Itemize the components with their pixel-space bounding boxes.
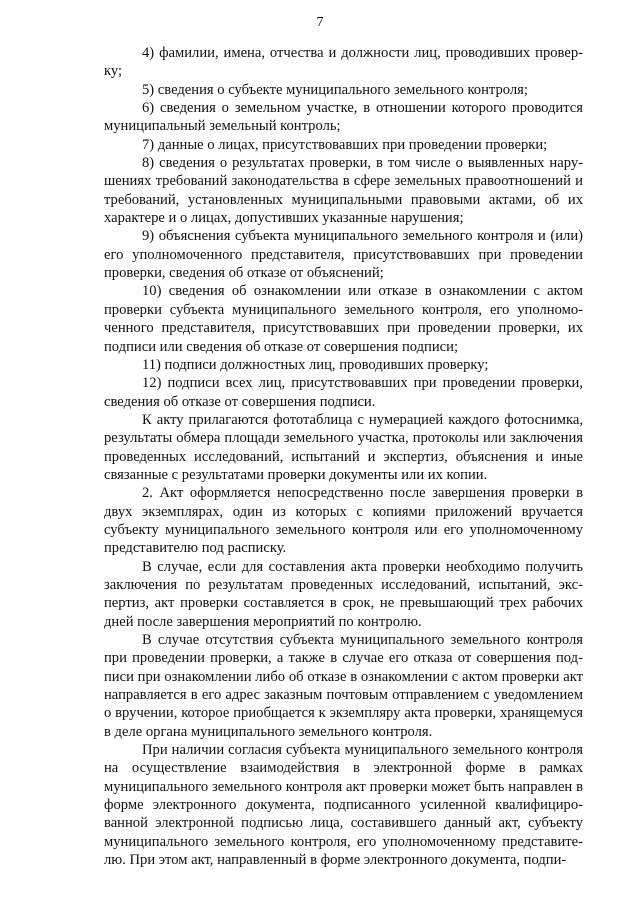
page-number: 7 bbox=[316, 15, 324, 30]
paragraph-item-7: 7) данные о лицах, присутствовавших при проведении проверки; bbox=[142, 136, 548, 153]
paragraph-item-6: 6) сведения о земельном участке, в отношении которого проводится муниципальный земельный контроль; bbox=[104, 100, 583, 135]
paragraph-attachments: К акту прилагаются фототаблица с нумерацией каждого фотоснимка, результаты обмера площади земельного участка, протоколы или заключения проведенных исследований, испытаний и экспертиз, объяснения и иные связанные с результатами проверки документы или их копии. bbox=[104, 411, 583, 483]
paragraph-electronic-form: При наличии согласия субъекта муниципального земельного контроля на осуществление взаимодействия в электронной форме в рамках муниципального земельного контроля акт проверки может быть направлен в форме электронного документа, подписанного усиленной квалифицированной электронной подписью лица, составившего данный акт, субъекту муниципального земельного контроля, его уполномоченному представителю. При этом акт, направленный в форме электронного документа, подпи- bbox=[104, 742, 583, 869]
paragraph-item-5: 5) сведения о субъекте муниципального земельного контроля; bbox=[142, 81, 528, 98]
paragraph-item-8: 8) сведения о результатах проверки, в том числе о выявленных нарушениях требований законодательства в сфере земельных правоотношений и требований, установленных муниципальными правовыми актами, об их характере и о лицах, допустивших указанные нарушения; bbox=[104, 155, 583, 227]
paragraph-absence-case: В случае отсутствия субъекта муниципального земельного контроля при проведении проверки, а также в случае его отказа от совершения подписи при ознакомлении либо об отказе в ознакомлении с актом проверки акт направляется в его адрес заказным почтовым отправлением с уведомлением о вручении, которое приобщается к экземпляру акта проверки, хранящемуся в деле органа муниципального земельного контроля. bbox=[104, 632, 583, 740]
document-body bbox=[104, 44, 583, 869]
paragraph-clause-2: 2. Акт оформляется непосредственно после завершения проверки в двух экземплярах, один из которых с копиями приложений вручается субъекту муниципального земельного контроля или его уполномоченному представителю под расписку. bbox=[104, 485, 583, 557]
paragraph-item-9: 9) объяснения субъекта муниципального земельного контроля и (или) его уполномоченного представителя, присутствовавших при проведении проверки, сведения об отказе от объяснений; bbox=[104, 228, 583, 282]
paragraph-item-12: 12) подписи всех лиц, присутствовавших при проведении проверки, сведения об отказе от совершения подписи. bbox=[104, 375, 583, 410]
paragraph-item-4: 4) фамилии, имена, отчества и должности лиц, проводивших проверку; bbox=[104, 45, 583, 80]
paragraph-item-11: 11) подписи должностных лиц, проводивших проверку; bbox=[142, 356, 489, 373]
paragraph-expertise-case: В случае, если для составления акта проверки необходимо получить заключения по результатам проведенных исследований, испытаний, экспертиз, акт проверки составляется в срок, не превышающий трех рабочих дней после завершения мероприятий по контролю. bbox=[104, 558, 583, 630]
paragraph-item-10: 10) сведения об ознакомлении или отказе в ознакомлении с актом проверки субъекта муниципального земельного контроля, его уполномоченного представителя, присутствовавших при проведении проверки, их подписи или сведения об отказе от совершения подписи; bbox=[104, 283, 583, 355]
